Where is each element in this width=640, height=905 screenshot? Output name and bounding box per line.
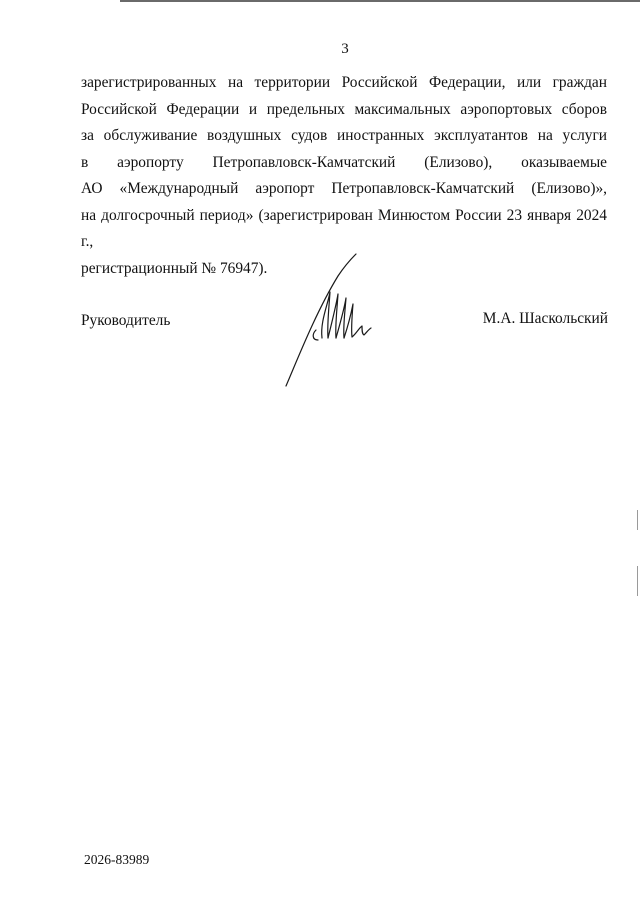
- document-code: 2026-83989: [84, 852, 150, 867]
- page-number: 3: [341, 41, 349, 57]
- body-line: регистрационный № 76947).: [81, 259, 268, 277]
- page-edge-mark: [637, 566, 638, 596]
- body-paragraph: [81, 70, 607, 282]
- body-line: зарегистрированных на территории Российской Федерации, или граждан: [81, 74, 607, 91]
- page-edge-mark: [637, 510, 638, 530]
- page-top-edge: [120, 0, 640, 2]
- body-line: АО «Международный аэропорт Петропавловск-Камчатский (Елизово)»,: [81, 180, 607, 197]
- signatory-name: М.А. Шаскольский: [482, 310, 608, 327]
- signatory-title: Руководитель: [81, 312, 171, 329]
- body-line: в аэропорту Петропавловск-Камчатский (Елизово), оказываемые: [81, 153, 607, 171]
- body-line: Российской Федерации и предельных максимальных аэропортовых сборов: [81, 100, 607, 118]
- body-line: за обслуживание воздушных судов иностранных эксплуатантов на услуги: [81, 127, 607, 144]
- handwritten-signature: [282, 252, 378, 388]
- body-line: на долгосрочный период» (зарегистрирован Минюстом России 23 января 2024 г.,: [81, 206, 607, 250]
